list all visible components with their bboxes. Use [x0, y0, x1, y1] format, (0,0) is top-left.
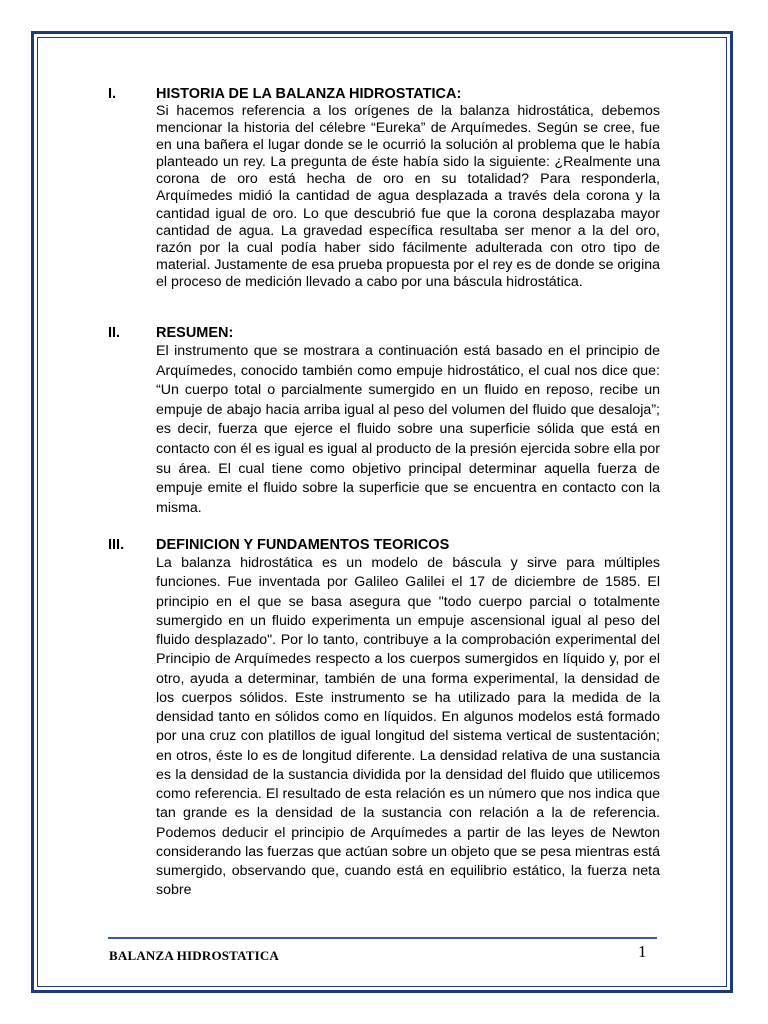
section-resumen [108, 325, 660, 518]
section-title: HISTORIA DE LA BALANZA HIDROSTATICA: [156, 86, 462, 102]
footer-title: BALANZA HIDROSTATICA [109, 948, 280, 963]
section-number: II. [108, 325, 121, 341]
page-number: 1 [638, 942, 647, 961]
section-historia [108, 86, 660, 291]
section-body: El instrumento que se mostrara a continuación está basado en el principio de Arquímedes, conocido también como empuje hidrostático, el cual nos dice que: “Un cuerpo total o parcialmente sumergido en un fluido en reposo, recibe un empuje de abajo hacia arriba igual al peso del volumen del fluido que desaloja”; es decir, fuerza que ejerce el fluido sobre una superficie sólida que está en contacto con él es igual es igual al producto de la presión ejercida sobre ella por su área. El cual tiene como objetivo principal determinar aquella fuerza de empuje emite el fluido sobre la superficie que se encuentra en contacto con la misma. [156, 343, 660, 516]
section-title: DEFINICION Y FUNDAMENTOS TEORICOS [156, 537, 450, 553]
footer-divider [108, 937, 657, 939]
section-number: III. [108, 537, 125, 553]
section-definicion [108, 537, 660, 901]
section-body: La balanza hidrostática es un modelo de báscula y sirve para múltiples funciones. Fue inventada por Galileo Galilei el 17 de diciembre de 1585. El principio en el que se basa asegura que "todo cuerpo parcial o totalmente sumergido en un fluido experimenta un empuje ascensional igual al peso del fluido desplazado". Por lo tanto, contribuye a la comprobación experimental del Principio de Arquímedes respecto a los cuerpos sumergidos en líquido y, por el otro, ayuda a determinar, también de una forma experimental, la densidad de los cuerpos sólidos. Este instrumento se ha utilizado para la medida de la densidad tanto en sólidos como en líquidos. En algunos modelos está formado por una cruz con platillos de igual longitud del sistema vertical de sustentación; en otros, éste lo es de longitud diferente. La densidad relativa de una sustancia es la densidad de la sustancia dividida por la densidad del fluido que utilicemos como referencia. El resultado de esta relación es un número que nos indica que tan grande es la densidad de la sustancia con relación a la de referencia. Podemos deducir el principio de Arquímedes a partir de las leyes de Newton considerando las fuerzas que actúan sobre un objeto que se pesa mientras está sumergido, observando que, cuando está en equilibrio estático, la fuerza neta sobre [156, 555, 660, 899]
section-body: Si hacemos referencia a los orígenes de la balanza hidrostática, debemos mencionar la historia del célebre “Eureka” de Arquímedes. Según se cree, fue en una bañera el lugar donde se le ocurrió la solución al problema que le había planteado un rey. La pregunta de éste había sido la siguiente: ¿Realmente una corona de oro está hecha de oro en su totalidad? Para responderla, Arquímedes midió la cantidad de agua desplazada a través dela corona y la cantidad igual de oro. Lo que descubrió fue que la corona desplazaba mayor cantidad de agua. La gravedad específica resultaba ser menor a la del oro, razón por la cual podía haber sido fácilmente adulterada con otro tipo de material. Justamente de esa prueba propuesta por el rey es de donde se origina el proceso de medición llevado a cabo por una báscula hidrostática. [156, 103, 660, 290]
section-title: RESUMEN: [156, 325, 234, 341]
section-number: I. [108, 86, 117, 102]
